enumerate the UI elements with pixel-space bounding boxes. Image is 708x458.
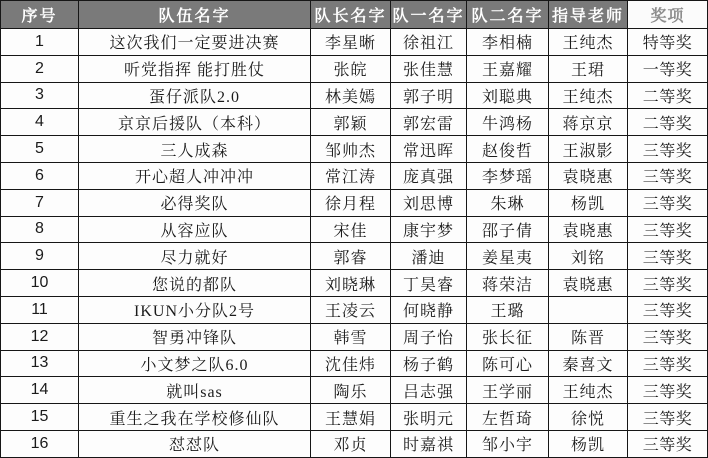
cell-no: 6 [1,162,79,189]
cell-member1: 刘思博 [391,189,467,216]
cell-advisor [549,296,628,323]
cell-no: 10 [1,270,79,297]
cell-no: 15 [1,404,79,431]
cell-no: 9 [1,243,79,270]
table-row [1,350,708,377]
header-captain: 队长名字 [311,1,391,29]
cell-member2: 姜星夷 [467,243,549,270]
cell-captain: 张皖 [311,55,391,82]
table-header [1,1,708,29]
cell-member2: 李相楠 [467,29,549,56]
cell-team-name: 您说的都队 [79,270,311,297]
cell-award: 三等奖 [628,162,708,189]
cell-award: 二等奖 [628,82,708,109]
cell-team-name: 蛋仔派队2.0 [79,82,311,109]
header-team-name: 队伍名字 [79,1,311,29]
cell-award: 三等奖 [628,323,708,350]
cell-award: 三等奖 [628,243,708,270]
cell-team-name: 重生之我在学校修仙队 [79,404,311,431]
cell-captain: 林美嫣 [311,82,391,109]
cell-award: 特等奖 [628,29,708,56]
cell-member1: 徐祖江 [391,29,467,56]
cell-advisor: 王纯杰 [549,377,628,404]
cell-no: 14 [1,377,79,404]
cell-no: 2 [1,55,79,82]
cell-member1: 张佳慧 [391,55,467,82]
cell-team-name: IKUN小分队2号 [79,296,311,323]
table-row [1,29,708,56]
cell-member1: 康宇梦 [391,216,467,243]
cell-advisor: 袁晓惠 [549,162,628,189]
table-row [1,55,708,82]
cell-team-name: 开心超人冲冲冲 [79,162,311,189]
cell-advisor: 陈晋 [549,323,628,350]
cell-advisor: 袁晓惠 [549,270,628,297]
cell-member1: 郭宏雷 [391,109,467,136]
cell-team-name: 这次我们一定要进决赛 [79,29,311,56]
cell-member1: 吕志强 [391,377,467,404]
cell-member1: 杨子鹤 [391,350,467,377]
cell-captain: 郭颖 [311,109,391,136]
header-member2: 队二名字 [467,1,549,29]
cell-advisor: 王纯杰 [549,82,628,109]
cell-no: 5 [1,136,79,163]
cell-member2: 陈可心 [467,350,549,377]
cell-award: 三等奖 [628,377,708,404]
cell-team-name: 三人成森 [79,136,311,163]
cell-no: 8 [1,216,79,243]
cell-award: 三等奖 [628,270,708,297]
cell-member2: 张长征 [467,323,549,350]
cell-member2: 牛鸿杨 [467,109,549,136]
table-body [1,29,708,458]
cell-award: 一等奖 [628,55,708,82]
table-row [1,82,708,109]
cell-member1: 张明元 [391,404,467,431]
cell-advisor: 蒋京京 [549,109,628,136]
header-no: 序号 [1,1,79,29]
cell-team-name: 听党指挥 能打胜仗 [79,55,311,82]
cell-advisor: 杨凯 [549,430,628,457]
cell-no: 12 [1,323,79,350]
cell-captain: 陶乐 [311,377,391,404]
cell-member1: 何晓静 [391,296,467,323]
cell-member1: 丁昊睿 [391,270,467,297]
cell-no: 13 [1,350,79,377]
cell-captain: 郭睿 [311,243,391,270]
cell-member2: 王璐 [467,296,549,323]
table-row [1,243,708,270]
table-row [1,430,708,457]
cell-team-name: 京京后援队（本科） [79,109,311,136]
cell-member1: 常迅晖 [391,136,467,163]
cell-captain: 常江涛 [311,162,391,189]
cell-member1: 庞真强 [391,162,467,189]
cell-award: 三等奖 [628,216,708,243]
cell-captain: 王凌云 [311,296,391,323]
cell-no: 1 [1,29,79,56]
cell-member2: 刘聪典 [467,82,549,109]
table-row [1,404,708,431]
cell-member1: 周子怡 [391,323,467,350]
cell-no: 7 [1,189,79,216]
cell-member2: 左哲琦 [467,404,549,431]
cell-advisor: 王珺 [549,55,628,82]
cell-advisor: 王淑影 [549,136,628,163]
table-row [1,189,708,216]
cell-captain: 徐月程 [311,189,391,216]
cell-award: 三等奖 [628,350,708,377]
table-row [1,270,708,297]
header-member1: 队一名字 [391,1,467,29]
table-row [1,162,708,189]
cell-no: 11 [1,296,79,323]
header-advisor: 指导老师 [549,1,628,29]
cell-team-name: 小文梦之队6.0 [79,350,311,377]
cell-team-name: 就叫sas [79,377,311,404]
cell-advisor: 王纯杰 [549,29,628,56]
table-row [1,109,708,136]
cell-advisor: 刘铭 [549,243,628,270]
cell-no: 16 [1,430,79,457]
cell-captain: 刘晓琳 [311,270,391,297]
header-award: 奖项 [628,1,708,29]
header-row [1,1,708,29]
cell-team-name: 从容应队 [79,216,311,243]
cell-award: 三等奖 [628,404,708,431]
cell-award: 三等奖 [628,430,708,457]
cell-member1: 时嘉祺 [391,430,467,457]
cell-captain: 沈佳炜 [311,350,391,377]
cell-captain: 宋佳 [311,216,391,243]
cell-member2: 蒋荣洁 [467,270,549,297]
cell-award: 三等奖 [628,189,708,216]
cell-member2: 朱琳 [467,189,549,216]
cell-member2: 赵俊哲 [467,136,549,163]
cell-advisor: 杨凯 [549,189,628,216]
cell-award: 三等奖 [628,296,708,323]
cell-captain: 邹帅杰 [311,136,391,163]
cell-member2: 王嘉耀 [467,55,549,82]
table-row [1,216,708,243]
table-row [1,136,708,163]
cell-advisor: 徐悦 [549,404,628,431]
cell-captain: 邓贞 [311,430,391,457]
cell-team-name: 必得奖队 [79,189,311,216]
cell-member2: 王学丽 [467,377,549,404]
cell-captain: 韩雪 [311,323,391,350]
cell-no: 3 [1,82,79,109]
cell-no: 4 [1,109,79,136]
cell-award: 三等奖 [628,136,708,163]
table-row [1,377,708,404]
cell-team-name: 尽力就好 [79,243,311,270]
cell-member2: 李梦瑶 [467,162,549,189]
cell-member1: 郭子明 [391,82,467,109]
cell-team-name: 怼怼队 [79,430,311,457]
table-row [1,296,708,323]
table-row [1,323,708,350]
cell-member2: 邵子倩 [467,216,549,243]
cell-award: 二等奖 [628,109,708,136]
cell-captain: 王慧娟 [311,404,391,431]
cell-captain: 李星晰 [311,29,391,56]
cell-advisor: 秦喜文 [549,350,628,377]
cell-member1: 潘迪 [391,243,467,270]
cell-member2: 邹小宇 [467,430,549,457]
cell-team-name: 智勇冲锋队 [79,323,311,350]
cell-advisor: 袁晓惠 [549,216,628,243]
